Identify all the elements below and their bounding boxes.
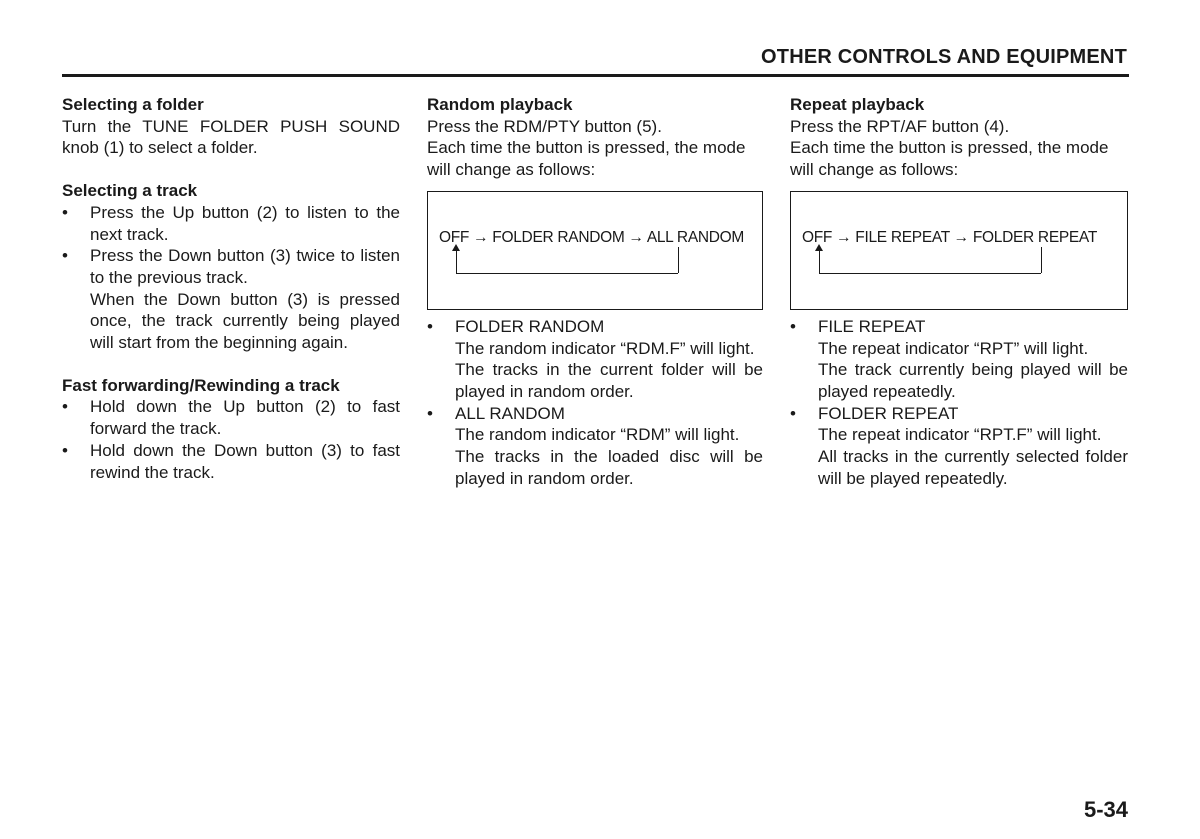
loop-line — [456, 273, 678, 274]
loop-line — [678, 247, 679, 273]
paragraph-mode-change: Each time the button is pressed, the mode will change as follows: — [790, 138, 1109, 180]
column-folder-track — [62, 94, 400, 483]
loop-line — [819, 247, 820, 273]
bullet-title-folder-repeat: FOLDER REPEAT — [818, 403, 959, 423]
bullet-text-fast-forward: Hold down the Up button (2) to fast forward the track. — [90, 397, 400, 439]
paragraph-press-rdm: Press the RDM/PTY button (5). — [427, 116, 662, 136]
bullet-dot-icon: • — [427, 403, 433, 423]
paragraph-select-folder: Turn the TUNE FOLDER PUSH SOUND knob (1) to select a folder. — [62, 116, 400, 158]
column-repeat-playback — [790, 94, 1128, 489]
bullet-item — [62, 245, 400, 354]
bullet-dot-icon: • — [62, 397, 68, 417]
loop-line — [1041, 247, 1042, 273]
bullet-text-next-track: Press the Up button (2) to listen to the next track. — [90, 202, 400, 244]
diagram-bottom-rule — [427, 309, 763, 310]
bullet-dot-icon: • — [427, 316, 433, 336]
heading-selecting-track: Selecting a track — [62, 181, 198, 201]
bullet-text-rpt-light: The repeat indicator “RPT” will light. — [818, 338, 1089, 358]
paragraph-press-rpt: Press the RPT/AF button (4). — [790, 116, 1010, 136]
bullet-text-disc-random-order: The tracks in the loaded disc will be played in random order. — [455, 447, 763, 488]
bullet-text-rdmf-light: The random indicator “RDM.F” will light. — [455, 338, 755, 358]
bullet-item — [790, 403, 1128, 490]
column-random-playback — [427, 94, 763, 489]
bullet-text-fast-rewind: Hold down the Down button (3) to fast rewind the track. — [90, 440, 400, 482]
bullet-dot-icon: • — [62, 202, 68, 222]
bullet-item — [62, 396, 400, 439]
header-rule — [62, 74, 1129, 77]
bullet-text-rptf-light: The repeat indicator “RPT.F” will light. — [818, 425, 1102, 445]
bullet-text-restart-track: When the Down button (3) is pressed once, the track currently being played will start from the beginning again. — [90, 289, 400, 353]
repeat-mode-sequence: OFF → FILE REPEAT → FOLDER REPEAT — [802, 228, 1097, 246]
bullet-dot-icon: • — [790, 403, 796, 423]
bullet-title-folder-random: FOLDER RANDOM — [455, 316, 605, 336]
bullet-item — [62, 202, 400, 245]
section-title: OTHER CONTROLS AND EQUIPMENT — [761, 46, 1127, 68]
bullet-text-folder-repeat: All tracks in the currently selected folder will be played repeatedly. — [818, 447, 1128, 488]
bullet-dot-icon: • — [790, 316, 796, 336]
bullet-title-file-repeat: FILE REPEAT — [818, 316, 926, 336]
bullet-dot-icon: • — [62, 440, 68, 460]
random-mode-cycle-diagram — [427, 191, 763, 310]
page-number: 5-34 — [1083, 797, 1128, 822]
bullet-title-all-random: ALL RANDOM — [455, 403, 565, 423]
heading-fast-forward-rewind: Fast forwarding/Rewinding a track — [62, 375, 340, 395]
bullet-text-rdm-light: The random indicator “RDM” will light. — [455, 425, 740, 445]
bullet-item — [427, 316, 763, 403]
heading-selecting-folder: Selecting a folder — [62, 95, 204, 114]
diagram-bottom-rule — [790, 309, 1128, 310]
heading-repeat-playback: Repeat playback — [790, 95, 925, 114]
random-mode-sequence: OFF → FOLDER RANDOM → ALL RANDOM — [439, 228, 745, 246]
bullet-text-track-repeat: The track currently being played will be played repeatedly. — [818, 360, 1128, 401]
bullet-text-folder-random-order: The tracks in the current folder will be played in random order. — [455, 360, 763, 401]
paragraph-mode-change: Each time the button is pressed, the mode will change as follows: — [427, 138, 746, 180]
heading-random-playback: Random playback — [427, 95, 573, 114]
loop-line — [819, 273, 1041, 274]
bullet-dot-icon: • — [62, 246, 68, 266]
bullet-item — [427, 403, 763, 490]
bullet-item — [62, 440, 400, 483]
bullet-text-previous-track: Press the Down button (3) twice to listen to the previous track. — [90, 246, 400, 287]
repeat-mode-cycle-diagram — [790, 191, 1128, 310]
loop-line — [456, 247, 457, 273]
bullet-item — [790, 316, 1128, 403]
